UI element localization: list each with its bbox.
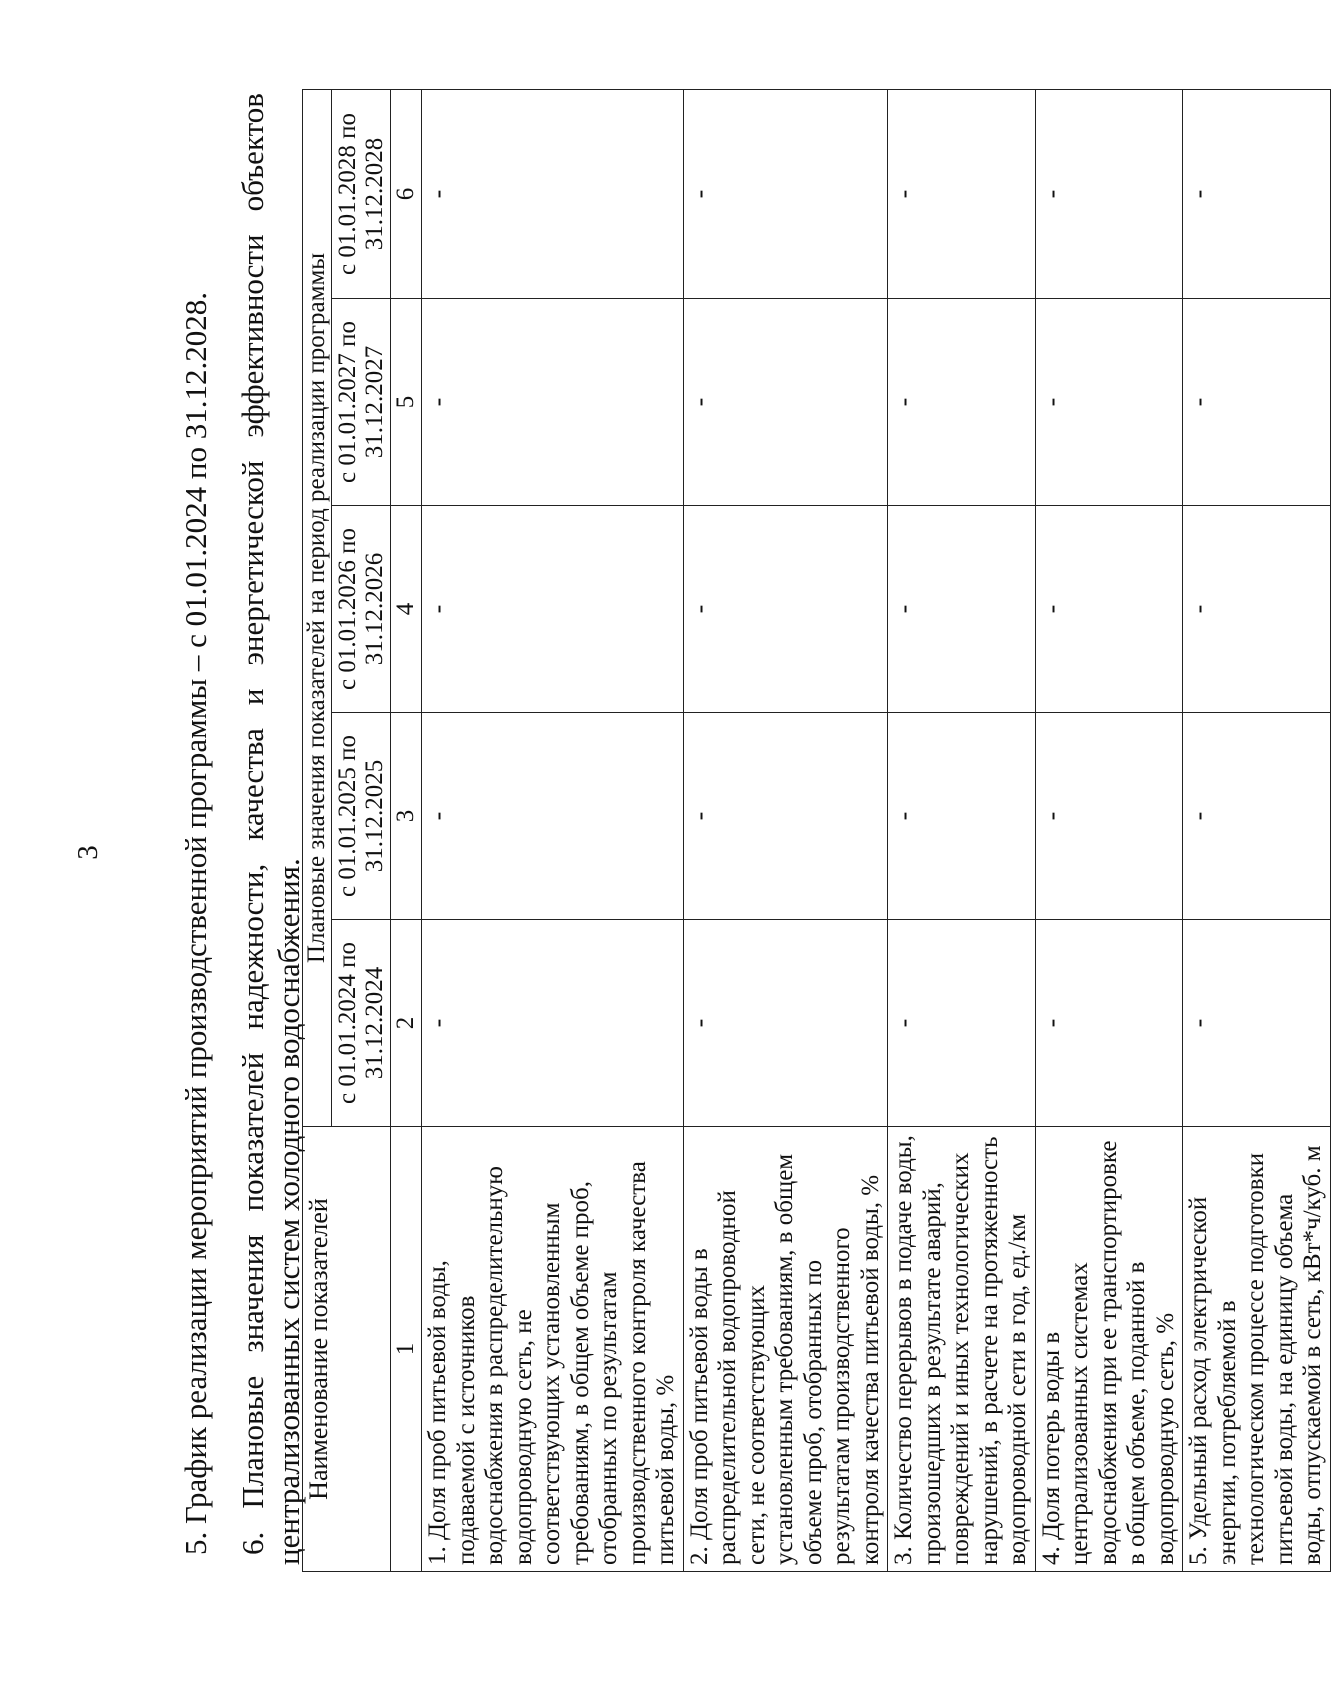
table-header-row (303, 90, 332, 1572)
column-number: 3 (391, 713, 422, 920)
section-6-word: надежности, (235, 863, 270, 1030)
table-row (1035, 90, 1183, 1572)
header-period-2026: с 01.01.2026 по 31.12.2026 (332, 506, 391, 713)
header-indicator-name: Наименование показателей (303, 1127, 391, 1572)
indicator-value: - (888, 299, 1036, 506)
column-number: 1 (391, 1127, 422, 1572)
indicator-value: - (888, 713, 1036, 920)
indicator-value: - (1035, 90, 1183, 299)
indicator-value: - (1035, 506, 1183, 713)
indicator-name: 4. Доля потерь воды в централизованных системах водоснабжения при ее транспортировке в общем объеме, поданной в водопроводную сеть, % (1035, 1127, 1183, 1572)
table-row (422, 90, 684, 1572)
indicator-value: - (1183, 920, 1331, 1127)
section-6-word: эффективности (235, 234, 270, 438)
section-6-word: энергетической (235, 460, 270, 666)
indicator-value: - (422, 299, 684, 506)
section-6-word: Плановые (235, 1375, 270, 1509)
section-6-word: и (235, 688, 270, 706)
header-period-2024: с 01.01.2024 по 31.12.2024 (332, 920, 391, 1127)
column-number: 5 (391, 299, 422, 506)
section-6-word: 6. (235, 1531, 270, 1555)
indicators-table (302, 89, 1331, 1572)
column-number: 2 (391, 920, 422, 1127)
indicator-value: - (888, 920, 1036, 1127)
indicator-value: - (422, 90, 684, 299)
indicator-name: 2. Доля проб питьевой воды в распределительной водопроводной сети, не соответствующих установленным требованиям, в общем объеме проб, отобранных по результатам производственного контроля качества питьевой воды, % (683, 1127, 888, 1572)
indicator-value: - (422, 920, 684, 1127)
section-6-word: значения (235, 1234, 270, 1353)
indicator-value: - (1183, 299, 1331, 506)
page-number: 3 (72, 845, 104, 860)
header-period-2027: с 01.01.2027 по 31.12.2027 (332, 299, 391, 506)
indicator-value: - (683, 299, 888, 506)
indicator-value: - (1035, 299, 1183, 506)
indicator-value: - (1183, 90, 1331, 299)
section-6-word: качества (235, 728, 270, 841)
indicator-value: - (1183, 506, 1331, 713)
column-number: 6 (391, 90, 422, 299)
column-number: 4 (391, 506, 422, 713)
indicator-value: - (422, 713, 684, 920)
header-planned-values: Плановые значения показателей на период реализации программы (303, 90, 332, 1127)
indicator-name: 1. Доля проб питьевой воды, подаваемой с источников водоснабжения в распределительную водопроводную сеть, не соответствующих установленным требованиям, в общем объеме проб, отобранных по результатам производственного контроля качества питьевой воды, % (422, 1127, 684, 1572)
indicator-value: - (888, 506, 1036, 713)
table-column-number-row (391, 90, 422, 1572)
indicator-value: - (683, 920, 888, 1127)
table-row (683, 90, 888, 1572)
indicator-value: - (683, 713, 888, 920)
indicator-name: 3. Количество перерывов в подаче воды, произошедших в результате аварий, повреждений и иных технологических нарушений, в расчете на протяженность водопроводной сети в год, ед./км (888, 1127, 1036, 1572)
table-row (1183, 90, 1331, 1572)
indicator-value: - (1035, 713, 1183, 920)
indicator-value: - (683, 506, 888, 713)
section-5-heading: 5. График реализации мероприятий производственной программы – с 01.01.2024 по 31.12.2028. (178, 291, 213, 1555)
indicator-value: - (683, 90, 888, 299)
section-6-word: показателей (235, 1052, 270, 1212)
section-6-word: объектов (235, 93, 270, 212)
section-6-heading (235, 93, 307, 1565)
indicator-value: - (1035, 920, 1183, 1127)
section-6-line-2: централизованных систем холодного водоснабжения. (271, 858, 306, 1565)
header-period-2028: с 01.01.2028 по 31.12.2028 (332, 90, 391, 299)
indicator-name: 5. Удельный расход электрической энергии, потребляемой в технологическом процессе подготовки питьевой воды, на единицу объема воды, отпускаемой в сеть, кВт*ч/куб. м (1183, 1127, 1331, 1572)
header-period-2025: с 01.01.2025 по 31.12.2025 (332, 713, 391, 920)
indicator-value: - (888, 90, 1036, 299)
indicator-value: - (1183, 713, 1331, 920)
section-6-line-1 (235, 93, 271, 1555)
indicator-value: - (422, 506, 684, 713)
table-row (888, 90, 1036, 1572)
